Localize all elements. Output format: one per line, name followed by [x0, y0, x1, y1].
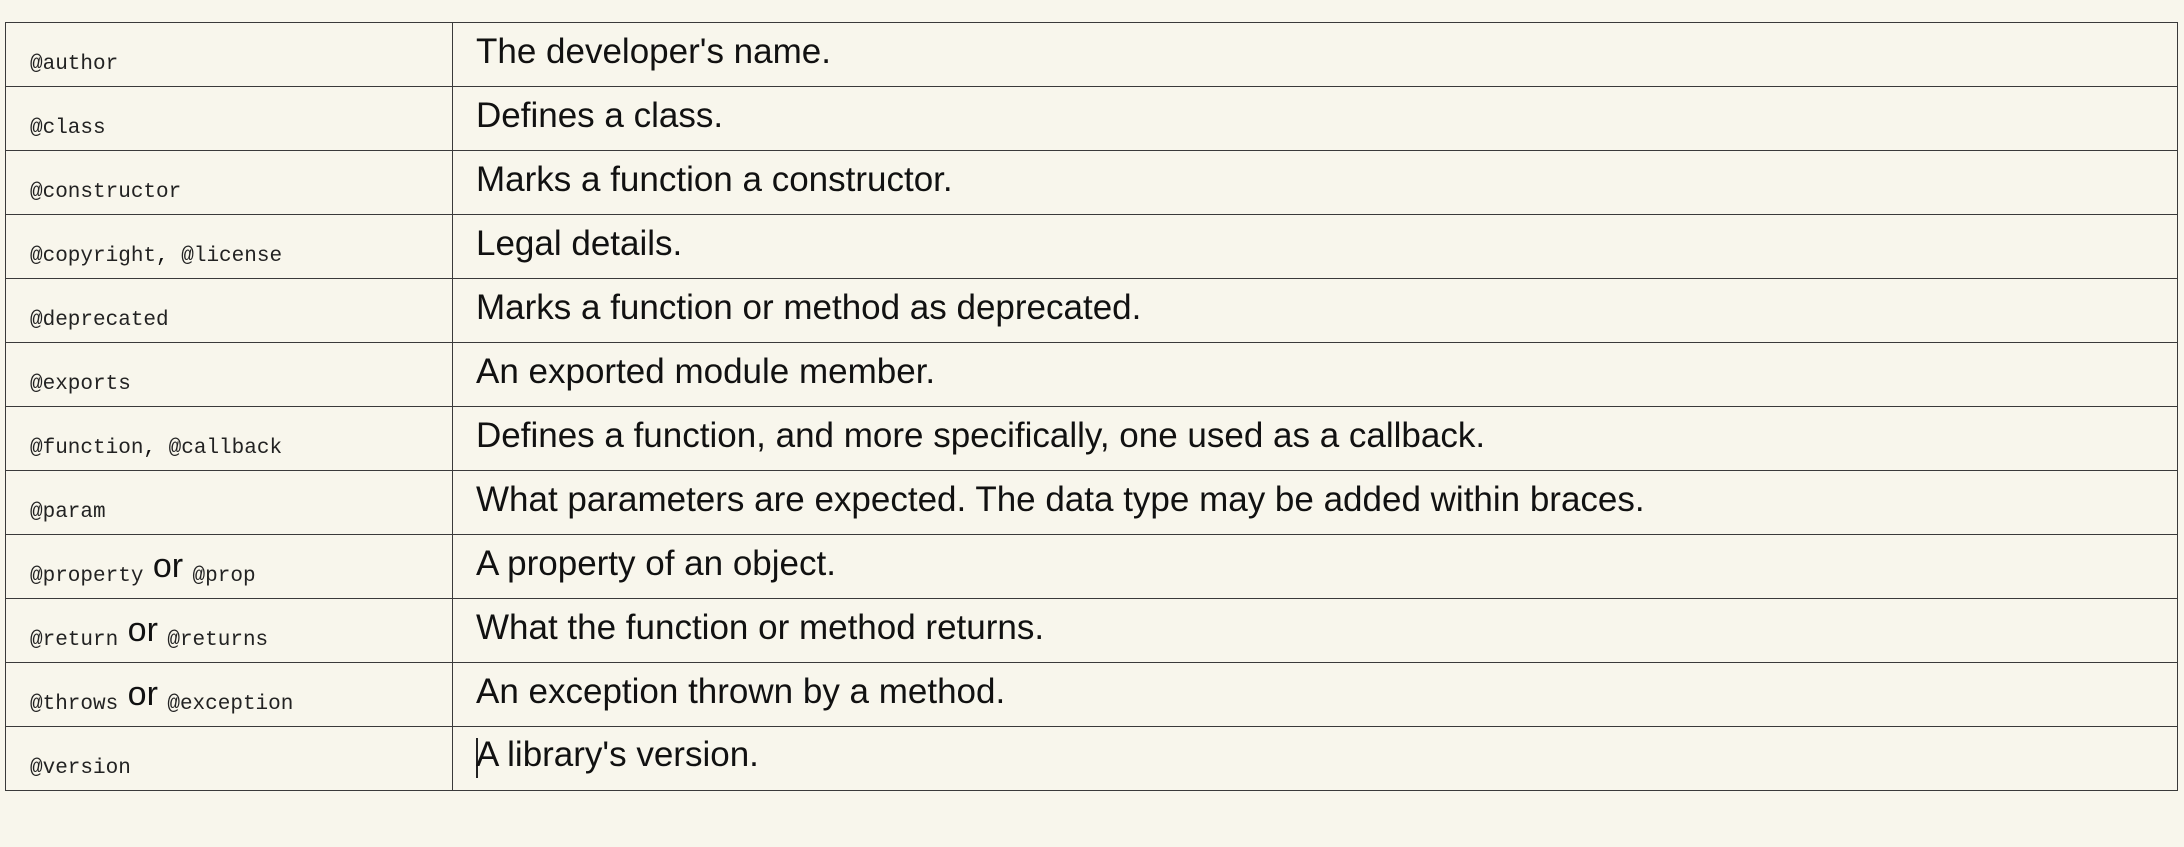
- tag-description: Legal details.: [476, 223, 683, 263]
- description-cell: [453, 279, 2178, 343]
- tag-description: A property of an object.: [476, 543, 836, 583]
- jsdoc-tag-name: @version: [30, 757, 131, 780]
- jsdoc-tag-name: @param: [30, 501, 106, 524]
- description-cell: [453, 87, 2178, 151]
- jsdoc-tag-name: @copyright: [30, 245, 157, 268]
- tag-joiner: or: [118, 675, 168, 713]
- tag-description: An exported module member.: [476, 351, 936, 391]
- jsdoc-tag-name: @deprecated: [30, 309, 169, 332]
- table-row: [6, 727, 2178, 791]
- tag-cell: [6, 151, 453, 215]
- tag-cell: [6, 663, 453, 727]
- jsdoc-tag-name: @return: [30, 629, 119, 652]
- description-cell: [453, 535, 2178, 599]
- tag-description: What the function or method returns.: [476, 607, 1045, 647]
- jsdoc-tag-name: @property: [30, 565, 144, 588]
- table-row: [6, 407, 2178, 471]
- description-cell[interactable]: [453, 727, 2178, 791]
- jsdoc-tag-name: @constructor: [30, 181, 182, 204]
- jsdoc-tag-name: @author: [30, 53, 119, 76]
- tag-description: An exception thrown by a method.: [476, 671, 1006, 711]
- table-row: [6, 343, 2178, 407]
- jsdoc-tag-name: @exception: [167, 693, 294, 716]
- jsdoc-tag-name: @throws: [30, 693, 119, 716]
- tag-description: Defines a class.: [476, 95, 724, 135]
- table-body: [6, 23, 2178, 791]
- tag-joiner: or: [118, 611, 168, 649]
- tag-joiner: or: [143, 547, 193, 585]
- tag-description: The developer's name.: [476, 31, 831, 71]
- jsdoc-tag-name: @class: [30, 117, 106, 140]
- tag-cell: [6, 23, 453, 87]
- table-row: [6, 599, 2178, 663]
- table-row: [6, 279, 2178, 343]
- jsdoc-tag-name: @callback: [168, 437, 283, 460]
- description-cell: [453, 663, 2178, 727]
- tag-joiner: ,: [156, 245, 182, 268]
- tag-cell: [6, 599, 453, 663]
- jsdoc-tag-name: @license: [181, 245, 283, 268]
- jsdoc-tags-table: [5, 22, 2178, 791]
- jsdoc-tag-name: @function: [30, 437, 144, 460]
- description-cell: [453, 599, 2178, 663]
- tag-cell: [6, 535, 453, 599]
- description-cell: [453, 343, 2178, 407]
- tag-description: Marks a function a constructor.: [476, 159, 953, 199]
- tag-cell: [6, 727, 453, 791]
- tag-cell: [6, 87, 453, 151]
- tag-description: What parameters are expected. The data type may be added within braces.: [476, 479, 1645, 519]
- table-row: [6, 663, 2178, 727]
- tag-description: Marks a function or method as deprecated.: [476, 287, 1142, 327]
- jsdoc-tags-table-wrapper: [5, 22, 2177, 791]
- table-row: [6, 87, 2178, 151]
- jsdoc-tag-name: @exports: [30, 373, 131, 396]
- table-row: [6, 151, 2178, 215]
- description-cell: [453, 407, 2178, 471]
- tag-description: A library's version.: [476, 734, 759, 774]
- description-cell: [453, 471, 2178, 535]
- table-row: [6, 471, 2178, 535]
- tag-joiner: ,: [143, 437, 169, 460]
- tag-cell: [6, 343, 453, 407]
- description-cell: [453, 215, 2178, 279]
- jsdoc-tag-name: @prop: [192, 565, 256, 588]
- table-row: [6, 535, 2178, 599]
- tag-cell: [6, 407, 453, 471]
- description-cell: [453, 151, 2178, 215]
- table-row: [6, 215, 2178, 279]
- tag-cell: [6, 215, 453, 279]
- tag-description: Defines a function, and more specifically, one used as a callback.: [476, 415, 1486, 455]
- jsdoc-tag-name: @returns: [167, 629, 269, 652]
- table-row: [6, 23, 2178, 87]
- description-cell: [453, 23, 2178, 87]
- tag-cell: [6, 471, 453, 535]
- tag-cell: [6, 279, 453, 343]
